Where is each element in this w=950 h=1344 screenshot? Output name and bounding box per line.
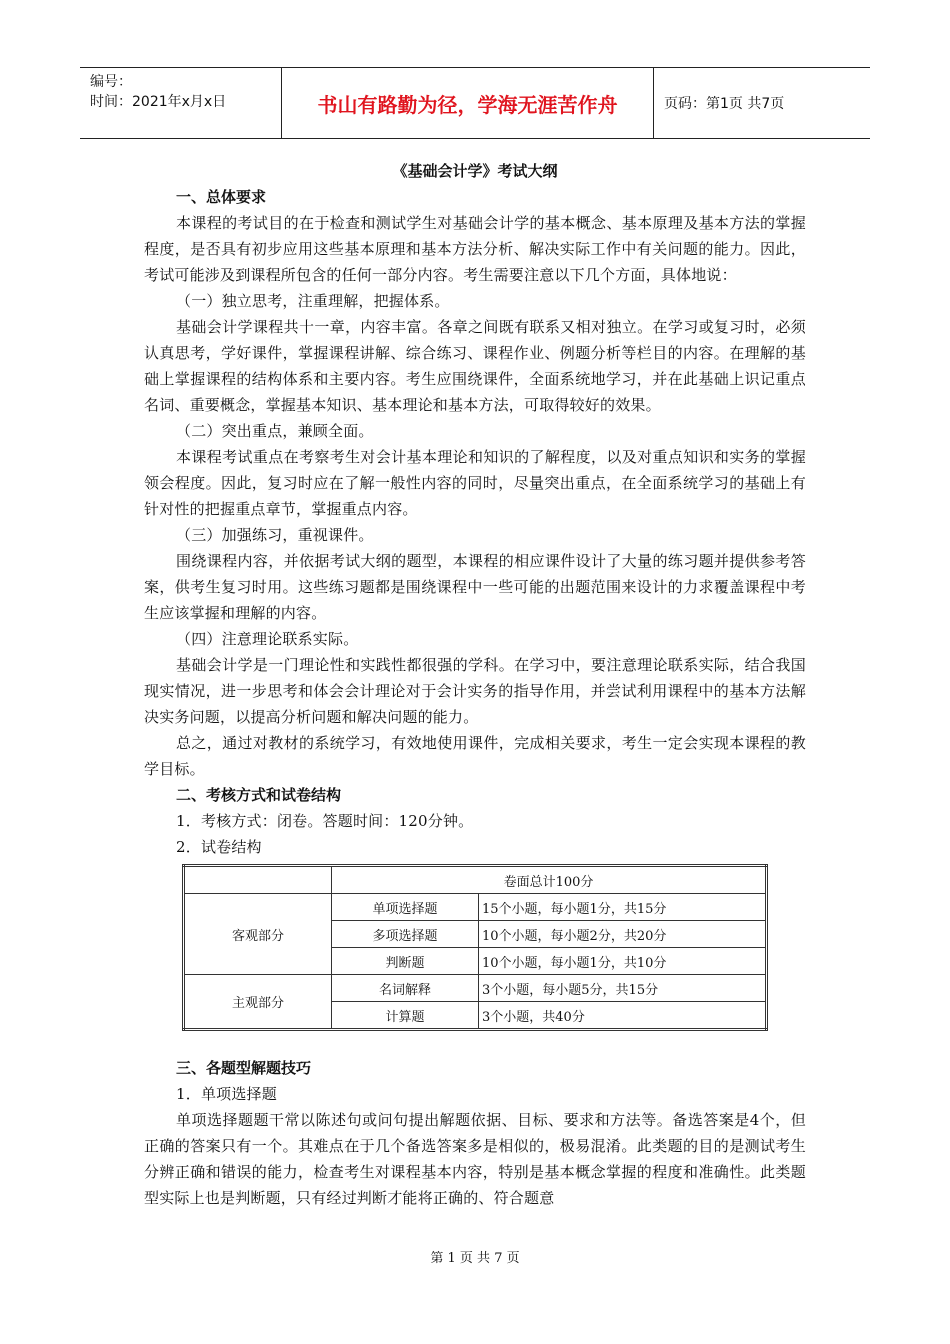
table-row — [184, 894, 767, 921]
item3-title: （三）加强练习，重视课件。 — [176, 526, 374, 544]
item4-text: 基础会计学是一门理论性和实践性都很强的学科。在学习中，要注意理论联系实际，结合我国现实情况，进一步思考和体会会计理论对于会计实务的指导作用，并尝试利用课程中的基本方法解决实务问题，以提高分析问题和解决问题的能力。 — [144, 656, 806, 726]
page-footer: 第 1 页 共 7 页 — [430, 1251, 520, 1266]
table-total-score: 卷面总计100分 — [332, 866, 767, 894]
objective-part-label: 客观部分 — [184, 894, 332, 975]
item2-text: 本课程考试重点在考察考生对会计基本理论和知识的了解程度，以及对重点知识和实务的掌握领会程度。因此，复习时应在了解一般性内容的同时，尽量突出重点，在全面系统学习的基础上有针对性的把握重点章节，掌握重点内容。 — [144, 448, 806, 518]
table-row — [184, 866, 767, 894]
single-choice-text: 单项选择题题干常以陈述句或问句提出解题依据、目标、要求和方法等。备选答案是4个，但正确的答案只有一个。其难点在于几个备选答案多是相似的，极易混淆。此类题的目的是测试考生分辨正确和错误的能力，检查考生对课程基本内容，特别是基本概念掌握的程度和准确性。此类题型实际上也是判断题，只有经过判断才能将正确的、符合题意 — [144, 1111, 806, 1207]
section-heading-2: 二、考核方式和试卷结构 — [176, 786, 342, 804]
section-heading-3: 三、各题型解题技巧 — [176, 1059, 312, 1077]
question-type: 计算题 — [332, 1002, 479, 1030]
table-cell-empty — [184, 866, 332, 894]
question-desc: 10个小题，每小题1分，共10分 — [479, 948, 767, 975]
section1-summary: 总之，通过对教材的系统学习，有效地使用课件，完成相关要求，考生一定会实现本课程的教学目标。 — [144, 734, 806, 778]
table-spacer — [144, 1031, 806, 1055]
question-desc: 10个小题，每小题2分，共20分 — [479, 921, 767, 948]
item4-title: （四）注意理论联系实际。 — [176, 630, 359, 648]
question-type: 名词解释 — [332, 975, 479, 1002]
document-number-label: 编号： — [90, 74, 132, 90]
question-desc: 3个小题，共40分 — [479, 1002, 767, 1030]
single-choice-heading: 1．单项选择题 — [176, 1085, 277, 1103]
paper-structure-table — [182, 864, 768, 1031]
header-page-info: 页码：第1页 共7页 — [664, 96, 785, 112]
document-title: 《基础会计学》考试大纲 — [392, 162, 558, 180]
section-heading-1: 一、总体要求 — [176, 188, 267, 206]
question-type: 判断题 — [332, 948, 479, 975]
table-row — [184, 975, 767, 1002]
exam-method: 1．考核方式：闭卷。答题时间：120分钟。 — [176, 812, 474, 830]
document-date: 时间：2021年x月x日 — [90, 94, 227, 110]
paper-structure-label: 2．试卷结构 — [176, 838, 262, 856]
item1-title: （一）独立思考，注重理解，把握体系。 — [176, 292, 450, 310]
document-body — [144, 158, 806, 1211]
subjective-part-label: 主观部分 — [184, 975, 332, 1030]
header-meta — [80, 68, 282, 138]
section1-intro: 本课程的考试目的在于检查和测试学生对基础会计学的基本概念、基本原理及基本方法的掌握程度，是否具有初步应用这些基本原理和基本方法分析、解决实际工作中有关问题的能力。因此，考试可能涉及到课程所包含的任何一部分内容。考生需要注意以下几个方面，具体地说： — [144, 214, 806, 284]
question-type: 多项选择题 — [332, 921, 479, 948]
page-header — [80, 67, 870, 139]
question-desc: 3个小题，每小题5分，共15分 — [479, 975, 767, 1002]
header-motto: 书山有路勤为径，学海无涯苦作舟 — [282, 68, 654, 138]
item1-text: 基础会计学课程共十一章，内容丰富。各章之间既有联系又相对独立。在学习或复习时，必须认真思考，学好课件，掌握课程讲解、综合练习、课程作业、例题分析等栏目的内容。在理解的基础上掌握课程的结构体系和主要内容。考生应围绕课件，全面系统地学习，并在此基础上识记重点名词、重要概念，掌握基本知识、基本理论和基本方法，可取得较好的效果。 — [144, 318, 806, 414]
question-type: 单项选择题 — [332, 894, 479, 921]
item2-title: （二）突出重点，兼顾全面。 — [176, 422, 374, 440]
question-desc: 15个小题，每小题1分，共15分 — [479, 894, 767, 921]
item3-text: 围绕课程内容，并依据考试大纲的题型，本课程的相应课件设计了大量的练习题并提供参考答案，供考生复习时用。这些练习题都是围绕课程中一些可能的出题范围来设计的力求覆盖课程中考生应该掌握和理解的内容。 — [144, 552, 806, 622]
